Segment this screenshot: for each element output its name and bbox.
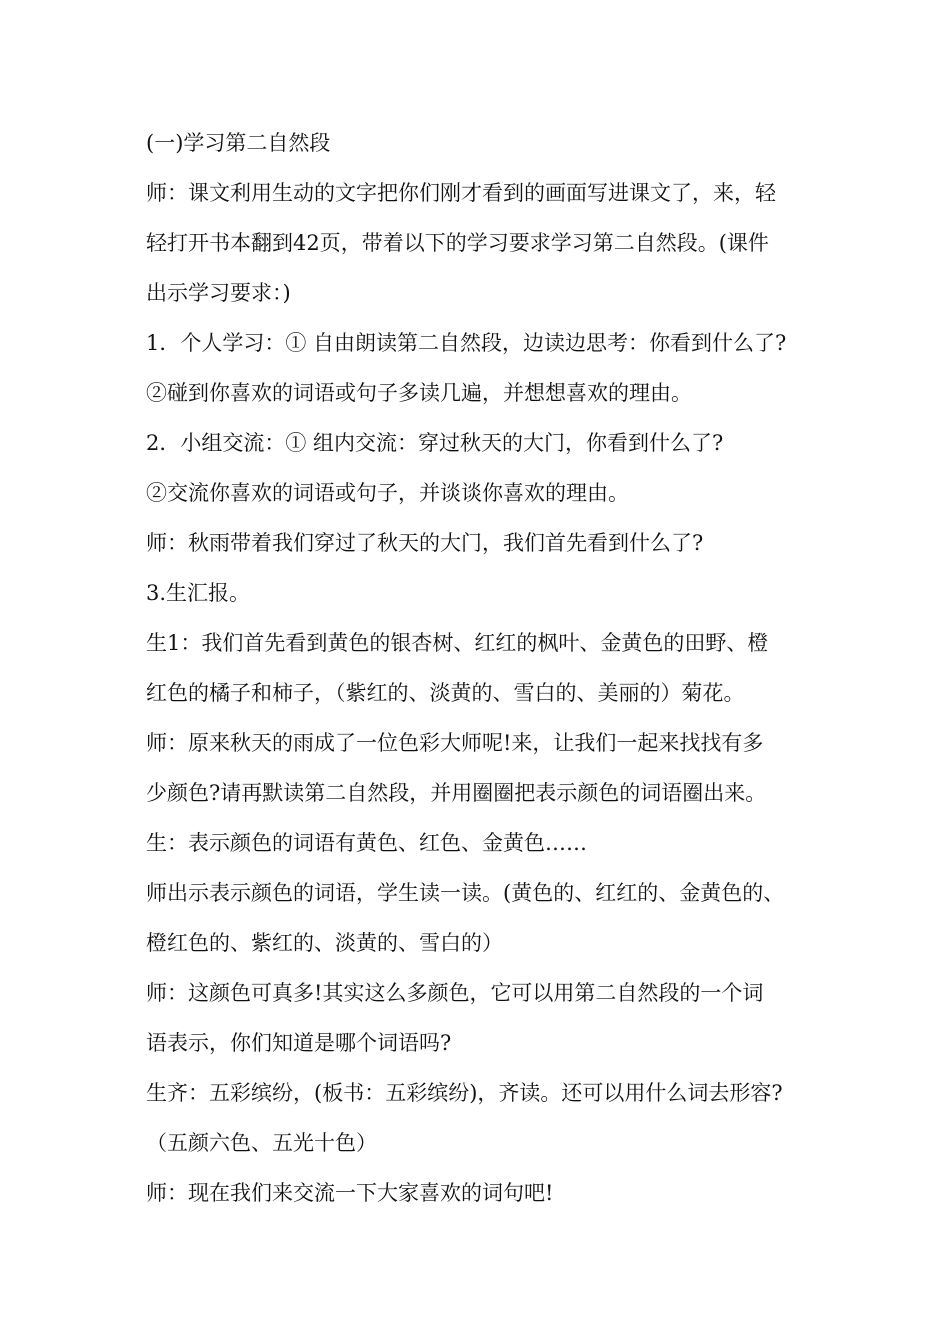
text-line: 1．个人学习：① 自由朗读第二自然段，边读边思考：你看到什么了? bbox=[146, 331, 787, 355]
text-line: 出示学习要求：) bbox=[146, 281, 291, 305]
text-line: 2．小组交流：① 组内交流：穿过秋天的大门，你看到什么了? bbox=[146, 431, 724, 455]
document-body bbox=[146, 118, 814, 1218]
text-line: 语表示，你们知道是哪个词语吗? bbox=[146, 1031, 452, 1055]
text-line: 少颜色?请再默读第二自然段，并用圈圈把表示颜色的词语圈出来。 bbox=[146, 781, 767, 805]
text-line: 生齐：五彩缤纷，(板书：五彩缤纷)，齐读。还可以用什么词去形容? bbox=[146, 1081, 783, 1105]
text-line: 师：这颜色可真多!其实这么多颜色，它可以用第二自然段的一个词 bbox=[146, 981, 764, 1005]
text-line: 师：现在我们来交流一下大家喜欢的词句吧! bbox=[146, 1181, 554, 1205]
text-line: 生：表示颜色的词语有黄色、红色、金黄色…… bbox=[146, 831, 587, 855]
text-line: 师出示表示颜色的词语，学生读一读。(黄色的、红红的、金黄色的、 bbox=[146, 881, 785, 905]
text-line: 橙红色的、紫红的、淡黄的、雪白的） bbox=[146, 931, 503, 955]
text-line: ②交流你喜欢的词语或句子，并谈谈你喜欢的理由。 bbox=[146, 481, 629, 505]
text-line: 师：秋雨带着我们穿过了秋天的大门，我们首先看到什么了? bbox=[146, 531, 704, 555]
text-line: 生1：我们首先看到黄色的银杏树、红红的枫叶、金黄色的田野、橙 bbox=[146, 631, 769, 655]
text-line: （五颜六色、五光十色） bbox=[146, 1131, 377, 1155]
text-line: ②碰到你喜欢的词语或句子多读几遍，并想想喜欢的理由。 bbox=[146, 381, 692, 405]
text-line: 师：课文利用生动的文字把你们刚才看到的画面写进课文了，来，轻 bbox=[146, 181, 776, 205]
text-line: 师：原来秋天的雨成了一位色彩大师呢!来，让我们一起来找找有多 bbox=[146, 731, 764, 755]
text-line: 3.生汇报。 bbox=[146, 581, 251, 605]
text-line: 轻打开书本翻到42页，带着以下的学习要求学习第二自然段。(课件 bbox=[146, 231, 769, 255]
text-line: 红色的橘子和柿子，（紫红的、淡黄的、雪白的、美丽的）菊花。 bbox=[146, 681, 745, 705]
section-heading: (一)学习第二自然段 bbox=[146, 131, 331, 155]
